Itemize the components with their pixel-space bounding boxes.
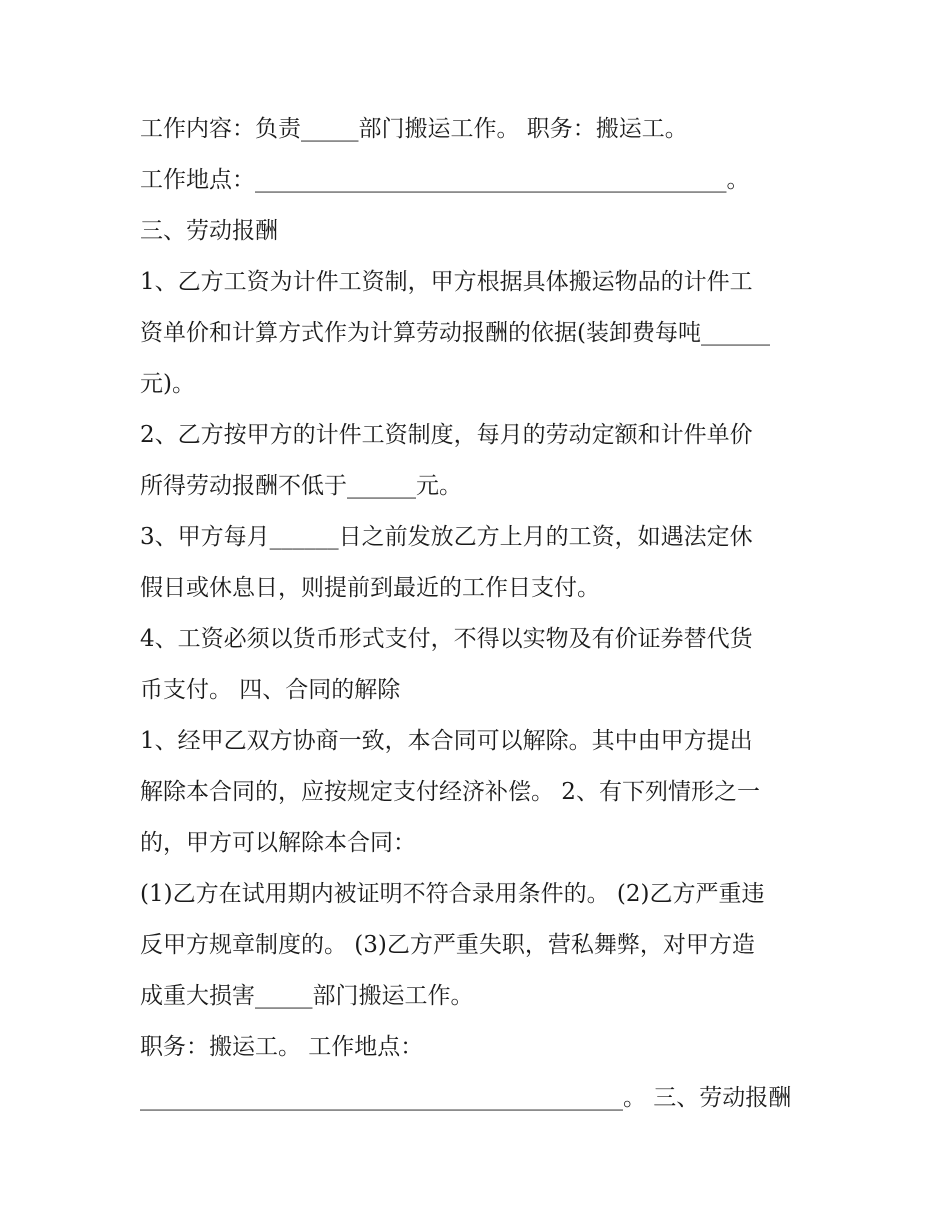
text-line: 3、甲方每月______日之前发放乙方上月的工资，如遇法定休 (140, 524, 753, 550)
text-line: 1、乙方工资为计件工资制，甲方根据具体搬运物品的计件工 (140, 269, 753, 295)
text-line: 4、工资必须以货币形式支付，不得以实物及有价证券替代货 (140, 626, 753, 652)
text-line: 币支付。 四、合同的解除 (140, 677, 401, 703)
text-line: 资单价和计算方式作为计算劳动报酬的依据(装卸费每吨______ (140, 320, 770, 346)
text-line: 反甲方规章制度的。 (3)乙方严重失职，营私舞弊，对甲方造 (140, 932, 755, 958)
text-line: (1)乙方在试用期内被证明不符合录用条件的。 (2)乙方严重违 (140, 881, 765, 907)
text-line: 元)。 (140, 371, 195, 397)
text-line: 假日或休息日，则提前到最近的工作日支付。 (140, 575, 600, 601)
text-line: 工作内容：负责_____部门搬运工作。 职务：搬运工。 (140, 116, 688, 142)
text-line: 工作地点：_________________________________________。 (140, 167, 750, 193)
text-line: 所得劳动报酬不低于______元。 (140, 473, 462, 499)
section-heading: 三、劳动报酬 (140, 218, 278, 244)
text-line: 职务：搬运工。 工作地点： (140, 1034, 424, 1060)
text-line: 的，甲方可以解除本合同： (140, 830, 416, 856)
text-line: 成重大损害_____部门搬运工作。 (140, 983, 474, 1009)
text-line: 2、乙方按甲方的计件工资制度，每月的劳动定额和计件单价 (140, 422, 753, 448)
text-line: 解除本合同的，应按规定支付经济补偿。 2、有下列情形之一 (140, 779, 760, 805)
text-line: 1、经甲乙双方协商一致，本合同可以解除。其中由甲方提出 (140, 728, 753, 754)
text-line: __________________________________________。 三、劳动报酬 (140, 1085, 792, 1111)
